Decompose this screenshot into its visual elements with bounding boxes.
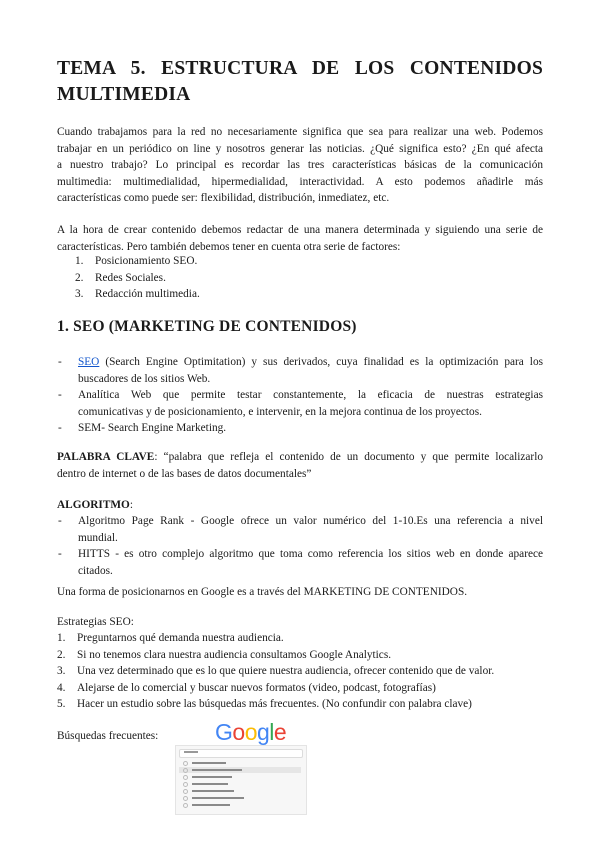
list-text: Preguntarnos qué demanda nuestra audiencia. [77,632,284,644]
suggestion-row [183,795,243,801]
intro-line: Cuando trabajamos para la red no necesariamente significa que sea para realizar una web. Podemos [57,126,543,138]
algoritmo-colon: : [129,499,133,511]
google-logo-letter: l [269,719,274,745]
list-text: Alejarse de lo comercial y buscar nuevos formatos (video, podcast, fotografías) [77,681,436,694]
factors-list [57,253,543,303]
list-text: Hacer un estudio sobre las búsquedas más frecuentes. (No confundir con palabra clave) [77,698,472,710]
title-line-2: MULTIMEDIA [57,84,191,105]
intro-line: características como puede ser: flexibilidad, distribución, inmediatez, etc. [57,192,390,204]
list-number: 1. [57,632,66,644]
intro-paragraph [57,124,543,207]
palabra-clave-label: PALABRA CLAVE [57,451,155,463]
list-number: 3. [75,288,84,300]
list-text: Si no tenemos clara nuestra audiencia consultamos Google Analytics. [77,648,392,661]
suggestion-row [183,760,243,766]
intro-line: trabajar en un periódico on line y nosotros generar las noticias. ¿Qué significa esto? ¿En qué afecta [57,142,543,155]
google-logo-letter: o [232,719,245,745]
bullet-text: (Search Engine Optimitation) y sus derivados, cuya finalidad es la optimización para los [99,356,543,368]
bullet-text: buscadores de los sitios Web. [78,372,211,385]
intro-line: multimedia: multimedialidad, hipermedialidad, interactividad. A esto podemos añadirle más [57,175,543,188]
estrategias-list [57,630,543,713]
list-item [57,286,543,303]
suggestion-row [183,802,243,808]
algoritmo-heading [57,497,543,514]
google-logo-letter: o [244,719,257,745]
list-number: 1. [75,255,84,267]
bullet-text: comunicativas y de posicionamiento, e intervenir, en la mejora continua de los proyectos. [78,405,482,418]
list-item [57,696,543,713]
list-item [57,680,543,697]
bullet-text: Analítica Web que permite testar constantemente, la eficacia de nuestras estrategias [78,389,543,401]
list-item: - HITTS - es otro complejo algoritmo que toma como referencia los sitios web en donde aparece citados. [57,546,543,579]
list-number: 4. [57,681,66,694]
algoritmo-label: ALGORITMO [57,499,130,511]
suggestion-row [179,767,301,773]
search-suggestions-screenshot [175,745,307,815]
search-bar-image [179,749,303,758]
google-logo [215,719,286,746]
factors-line: A la hora de crear contenido debemos redactar de una manera determinada y siguiendo una serie de [57,224,543,236]
title-line-1: TEMA 5. ESTRUCTURA DE LOS CONTENIDOS [57,58,543,79]
list-text: Redes Sociales. [95,271,166,284]
list-number: 5. [57,698,66,710]
bullet-text: mundial. [78,531,118,544]
list-item [57,630,543,647]
google-logo-letter: g [256,719,270,745]
list-number: 2. [75,271,84,284]
palabra-clave-text: dentro de internet o de las bases de datos documentales” [57,467,312,480]
bullet-text: HITTS - es otro complejo algoritmo que toma como referencia los sitios web en donde aparece [78,548,543,560]
seo-link[interactable]: SEO [78,356,100,368]
algoritmo-list [57,513,543,579]
estrategias-label: Estrategias SEO: [57,616,134,628]
seo-bullet-list [57,354,543,437]
factors-paragraph [57,222,543,255]
list-item [57,663,543,680]
list-text: Redacción multimedia. [95,288,200,300]
list-text: Posicionamiento SEO. [95,255,198,267]
list-number: 2. [57,648,66,661]
suggestion-row [183,774,243,780]
list-item [57,253,543,270]
palabra-clave-text: : “palabra que refleja el contenido de un documento y que permite localizarlo [154,451,543,463]
palabra-clave-paragraph [57,449,543,482]
factors-line: características. Pero también debemos tener en cuenta otra serie de factores: [57,240,401,253]
marketing-paragraph: Una forma de posicionarnos en Google es a través del MARKETING DE CONTENIDOS. [57,586,468,598]
google-logo-letter: G [215,719,233,745]
bullet-text: citados. [78,564,113,577]
busquedas-label: Búsquedas frecuentes: [57,730,159,742]
list-item [57,647,543,664]
bullet-text: Algoritmo Page Rank - Google ofrece un valor numérico del 1-10.Es una referencia a nivel [78,515,543,527]
list-item: - Algoritmo Page Rank - Google ofrece un valor numérico del 1-10.Es una referencia a nivel mundial. [57,513,543,546]
list-text: Una vez determinado que es lo que quiere nuestra audiencia, ofrecer contenido que de valor. [77,665,495,677]
intro-line: a nuestro trabajo? Lo principal es recordar las tres características básicas de la comunicación [57,159,543,171]
list-item: - Analítica Web que permite testar constantemente, la eficacia de nuestras estrategias comunicativas y de posicionamiento, e intervenir, en la mejora continua de los proyectos. [57,387,543,420]
list-item: - SEO (Search Engine Optimitation) y sus derivados, cuya finalidad es la optimización para los buscadores de los sitios Web. [57,354,543,387]
suggestion-row [183,781,243,787]
bullet-text: SEM- Search Engine Marketing. [78,422,227,434]
list-number: 3. [57,665,66,677]
suggestion-row [183,788,243,794]
page-title [57,56,543,108]
list-item: - SEM- Search Engine Marketing. [58,422,227,434]
list-item [57,270,543,287]
section-heading-seo: 1. SEO (MARKETING DE CONTENIDOS) [57,318,357,335]
google-logo-letter: e [273,719,287,745]
